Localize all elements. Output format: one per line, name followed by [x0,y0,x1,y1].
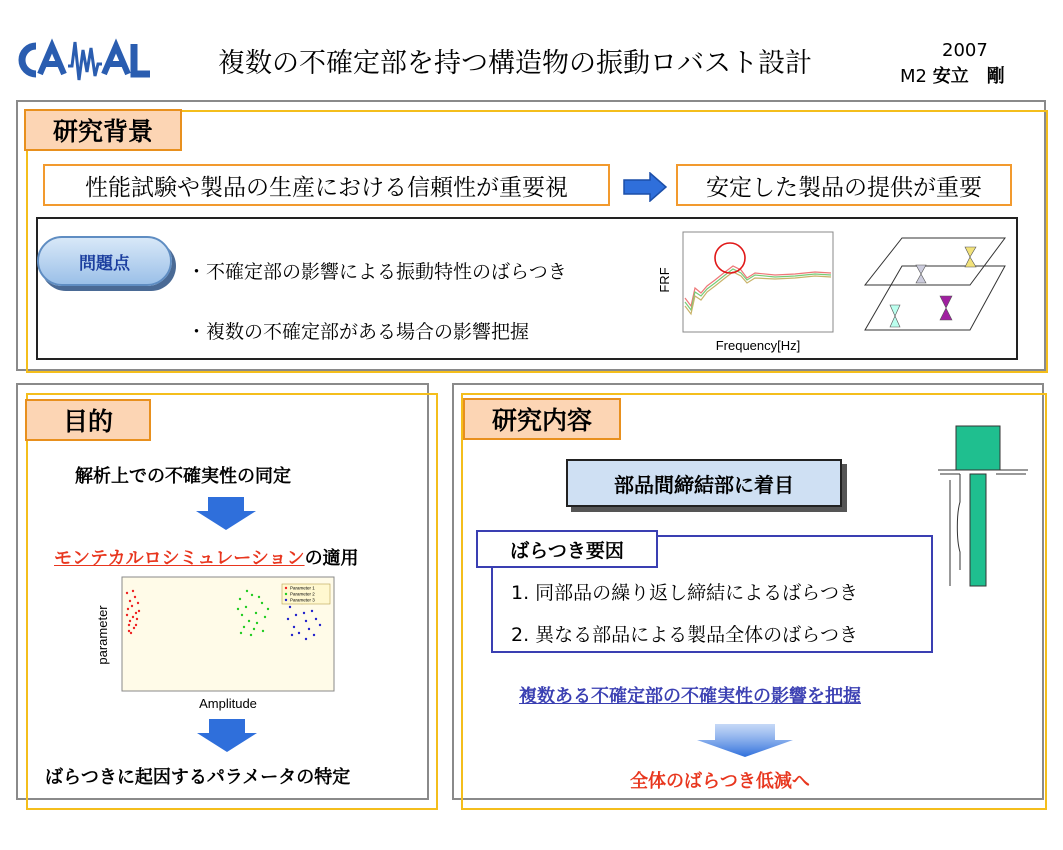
scatter-ylabel: parameter [95,605,110,665]
scatter-legend [282,584,330,604]
frf-xlabel: Frequency[Hz] [715,338,801,353]
claim-right: 安定した製品の提供が重要 [676,164,1012,206]
purpose-tag: 目的 [25,399,151,441]
scatter-plot [94,573,342,715]
uncertainty-planes-diagram [860,230,1010,335]
author-name: 安立 剛 [932,66,1005,87]
camal-logo [14,36,154,84]
result-text: 全体のばらつき低減へ [630,771,810,792]
frf-ylabel: FRF [657,267,672,293]
background-tag: 研究背景 [24,109,182,151]
scatter-legend-1: Parameter 1 [290,585,315,591]
author-label [900,62,1005,88]
claim-left: 性能試験や製品の生産における信頼性が重要視 [43,164,610,206]
problem-item-2: ・複数の不確定部がある場合の影響把握 [187,321,530,343]
factor-tag: ばらつき要因 [476,530,658,568]
joint-diagram [938,422,1028,588]
arrow-down-icon-3 [695,724,795,758]
author-prefix: M2 [900,66,933,87]
research-tag: 研究内容 [463,398,621,440]
scatter-legend-2: Parameter 2 [290,591,315,597]
arrow-right-icon [622,172,668,202]
factor-item-2: 2. 異なる部品による製品全体のばらつき [511,624,858,646]
year-label: 2007 [942,40,988,61]
frf-plot [655,228,845,356]
problem-label: 問題点 [37,236,172,286]
focus-box: 部品間締結部に着目 [566,459,842,507]
scatter-legend-3: Parameter 3 [290,597,315,603]
factor-item-1: 1. 同部品の繰り返し締結によるばらつき [511,582,858,604]
scatter-xlabel: Amplitude [199,696,257,711]
problem-item-1: ・不確定部の影響による振動特性のばらつき [187,261,567,283]
arrow-down-icon-2 [195,719,259,753]
arrow-down-icon [194,497,258,531]
grasp-link[interactable]: 複数ある不確定部の不確実性の影響を把握 [519,686,861,707]
purpose-step-2-suffix: の適用 [304,548,359,569]
page-title: 複数の不確定部を持つ構造物の振動ロバスト設計 [218,48,812,79]
monte-carlo-link[interactable]: モンテカルロシミュレーション [54,548,305,569]
purpose-step-2 [54,544,359,570]
purpose-step-3: ばらつきに起因するパラメータの特定 [45,767,351,788]
purpose-step-1: 解析上での不確実性の同定 [75,466,291,487]
